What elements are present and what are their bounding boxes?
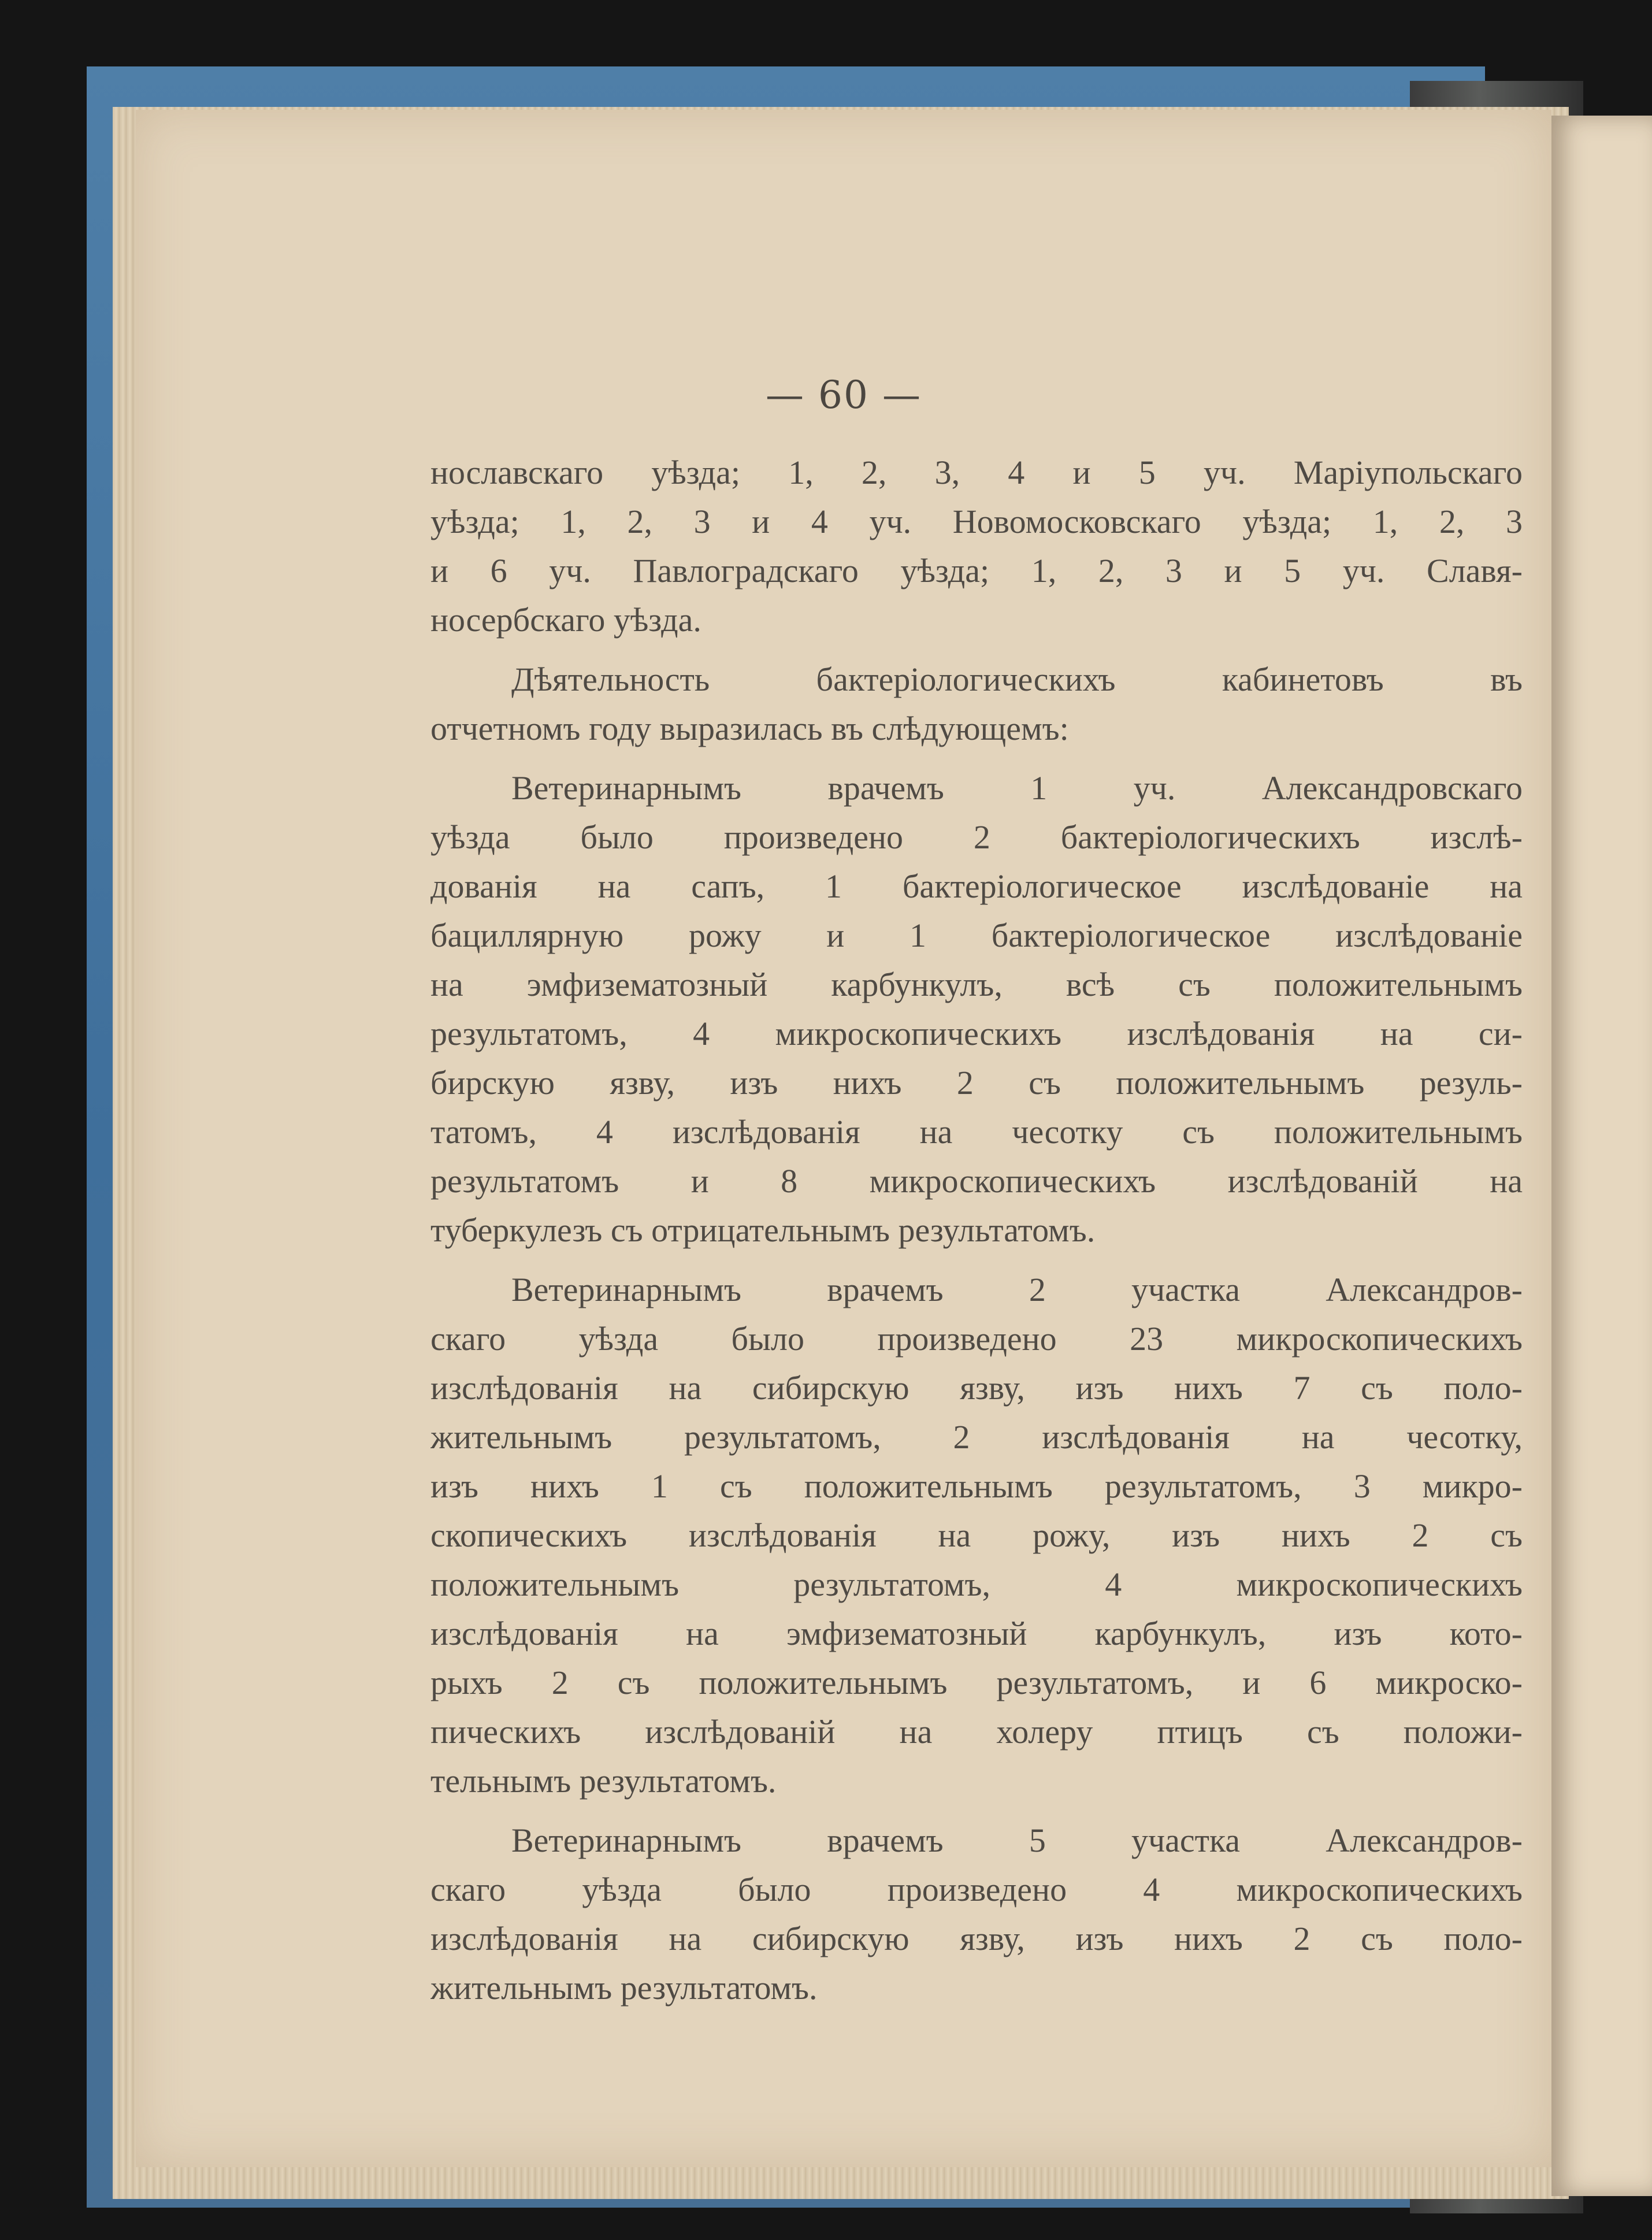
text-line: положительнымъ результатомъ, 4 микроскопическихъ <box>430 1566 1523 1603</box>
text-line: дованія на сапъ, 1 бактеріологическое изслѣдованіе на <box>430 867 1523 905</box>
text-line: рыхъ 2 съ положительнымъ результатомъ, и 6 микроско- <box>430 1664 1523 1701</box>
text-line: татомъ, 4 изслѣдованія на чесотку съ положительнымъ <box>430 1113 1523 1151</box>
text-line: тельнымъ результатомъ. <box>430 1762 777 1800</box>
text-line: на эмфизематозный карбункулъ, всѣ съ положительнымъ <box>430 966 1523 1003</box>
text-line: изъ нихъ 1 съ положительнымъ результатомъ, 3 микро- <box>430 1467 1523 1505</box>
paragraph <box>430 763 1523 1255</box>
text-line: результатомъ, 4 микроскопическихъ изслѣдованія на си- <box>430 1015 1523 1052</box>
text-line: туберкулезъ съ отрицательнымъ результатомъ. <box>430 1211 1096 1249</box>
text-line: Ветеринарнымъ врачемъ 5 участка Александров- <box>511 1822 1523 1859</box>
book-page <box>136 110 1551 2167</box>
text-line: Дѣятельность бактеріологическихъ кабинетовъ въ <box>511 661 1523 698</box>
page-body <box>430 448 1523 2012</box>
text-line: изслѣдованія на сибирскую язву, изъ нихъ 2 съ поло- <box>430 1920 1523 1957</box>
text-line: носербскаго уѣзда. <box>430 601 701 639</box>
text-line: бациллярную рожу и 1 бактеріологическое изслѣдованіе <box>430 917 1523 954</box>
text-line: Ветеринарнымъ врачемъ 2 участка Александров- <box>511 1271 1523 1308</box>
page-number: — 60 — <box>766 373 922 417</box>
text-line: результатомъ и 8 микроскопическихъ изслѣдованій на <box>430 1162 1523 1200</box>
paragraph <box>430 1816 1523 2012</box>
paragraph <box>430 448 1523 644</box>
facing-page-edge <box>1551 116 1652 2196</box>
text-line: пическихъ изслѣдованій на холеру птицъ съ положи- <box>430 1713 1523 1751</box>
text-line: уѣзда; 1, 2, 3 и 4 уч. Новомосковскаго уѣзда; 1, 2, 3 <box>430 503 1523 540</box>
text-line: жительнымъ результатомъ, 2 изслѣдованія на чесотку, <box>430 1418 1523 1456</box>
text-line: нославскаго уѣзда; 1, 2, 3, 4 и 5 уч. Маріупольскаго <box>430 454 1523 491</box>
text-line: жительнымъ результатомъ. <box>430 1969 818 2007</box>
text-line: изслѣдованія на сибирскую язву, изъ нихъ 7 съ поло- <box>430 1369 1523 1407</box>
text-line: отчетномъ году выразилась въ слѣдующемъ: <box>430 710 1069 747</box>
text-line: изслѣдованія на эмфизематозный карбункулъ, изъ кото- <box>430 1615 1523 1652</box>
paragraph <box>430 655 1523 753</box>
text-line: Ветеринарнымъ врачемъ 1 уч. Александровскаго <box>511 769 1523 807</box>
text-line: уѣзда было произведено 2 бактеріологическихъ изслѣ- <box>430 818 1523 856</box>
text-line: и 6 уч. Павлоградскаго уѣзда; 1, 2, 3 и 5 уч. Славя- <box>430 552 1523 589</box>
text-line: скаго уѣзда было произведено 4 микроскопическихъ <box>430 1871 1523 1908</box>
text-line: скаго уѣзда было произведено 23 микроскопическихъ <box>430 1320 1523 1358</box>
text-line: бирскую язву, изъ нихъ 2 съ положительнымъ резуль- <box>430 1064 1523 1102</box>
text-line: скопическихъ изслѣдованія на рожу, изъ нихъ 2 съ <box>430 1516 1523 1554</box>
paragraph <box>430 1265 1523 1805</box>
